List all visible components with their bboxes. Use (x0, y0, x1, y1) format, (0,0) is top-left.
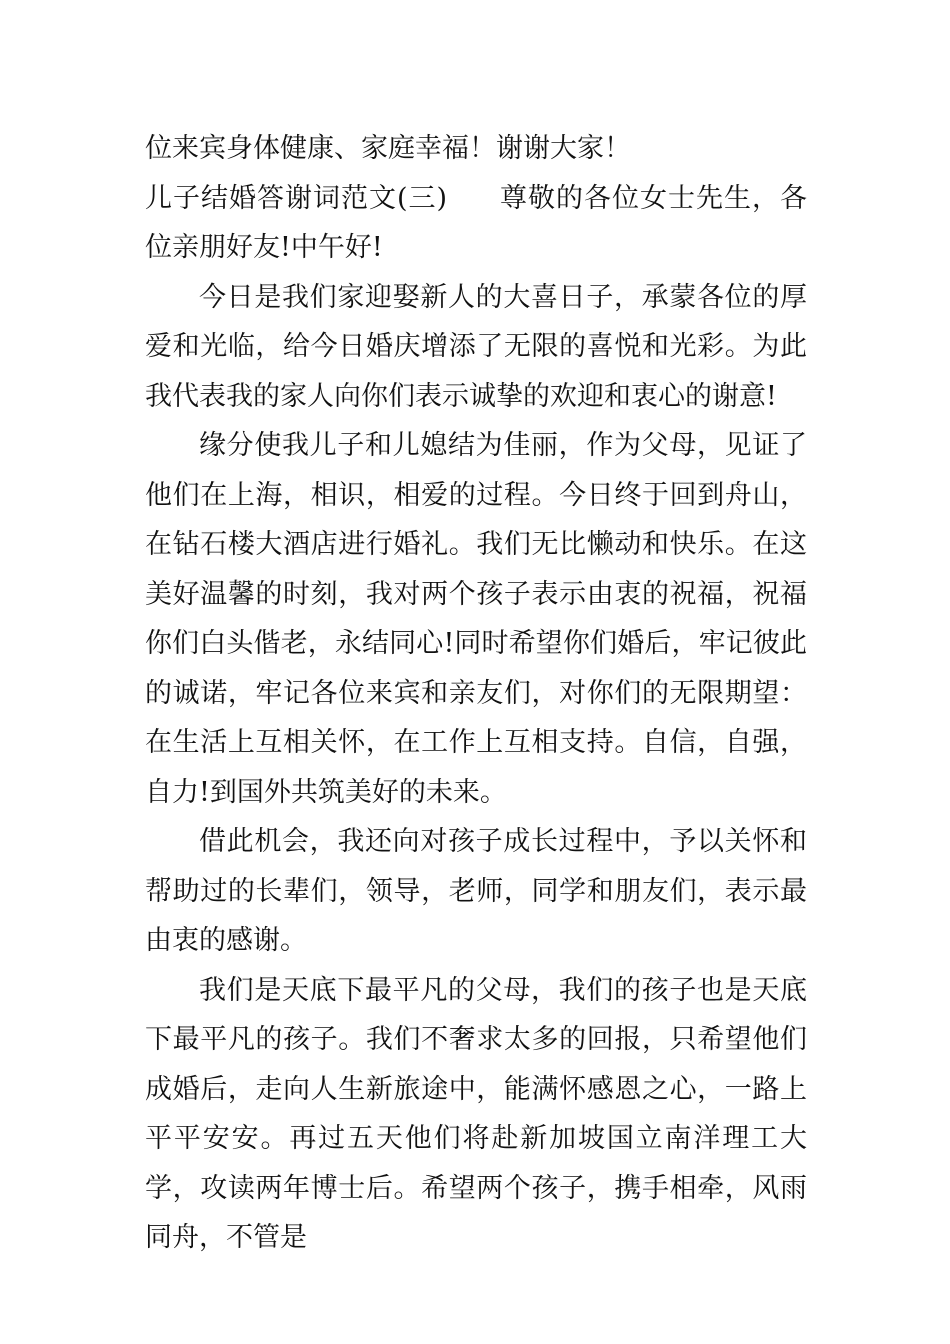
section-heading-line (145, 174, 807, 273)
document-body (145, 124, 807, 1263)
section-heading: 儿子结婚答谢词范文(三) (145, 182, 448, 214)
lead-line: 位来宾身体健康、家庭幸福！谢谢大家！ (145, 133, 631, 164)
greeting-text: 尊敬的各位女士先生，各位亲朋好友!中午好! (145, 182, 807, 263)
paragraph: 今日是我们家迎娶新人的大喜日子，承蒙各位的厚爱和光临，给今日婚庆增添了无限的喜悦和光彩。为此我代表我的家人向你们表示诚挚的欢迎和衷心的谢意! (145, 281, 807, 412)
paragraph: 缘分使我儿子和儿媳结为佳丽，作为父母，见证了他们在上海，相识，相爱的过程。今日终于回到舟山，在钻石楼大酒店进行婚礼。我们无比懒动和快乐。在这美好温馨的时刻，我对两个孩子表示由衷的祝福，祝福你们白头偕老，永结同心!同时希望你们婚后，牢记彼此的诚诺，牢记各位来宾和亲友们，对你们的无限期望：在生活上互相关怀，在工作上互相支持。自信，自强，自力!到国外共筑美好的未来。 (145, 430, 807, 808)
paragraph: 我们是天底下最平凡的父母，我们的孩子也是天底下最平凡的孩子。我们不奢求太多的回报，只希望他们成婚后，走向人生新旅途中，能满怀感恩之心，一路上平平安安。再过五天他们将赴新加坡国立南洋理工大学，攻读两年博士后。希望两个孩子，携手相牵，风雨同舟，不管是 (145, 974, 807, 1253)
paragraph: 借此机会，我还向对孩子成长过程中，予以关怀和帮助过的长辈们，领导，老师，同学和朋友们，表示最由衷的感谢。 (145, 826, 807, 956)
